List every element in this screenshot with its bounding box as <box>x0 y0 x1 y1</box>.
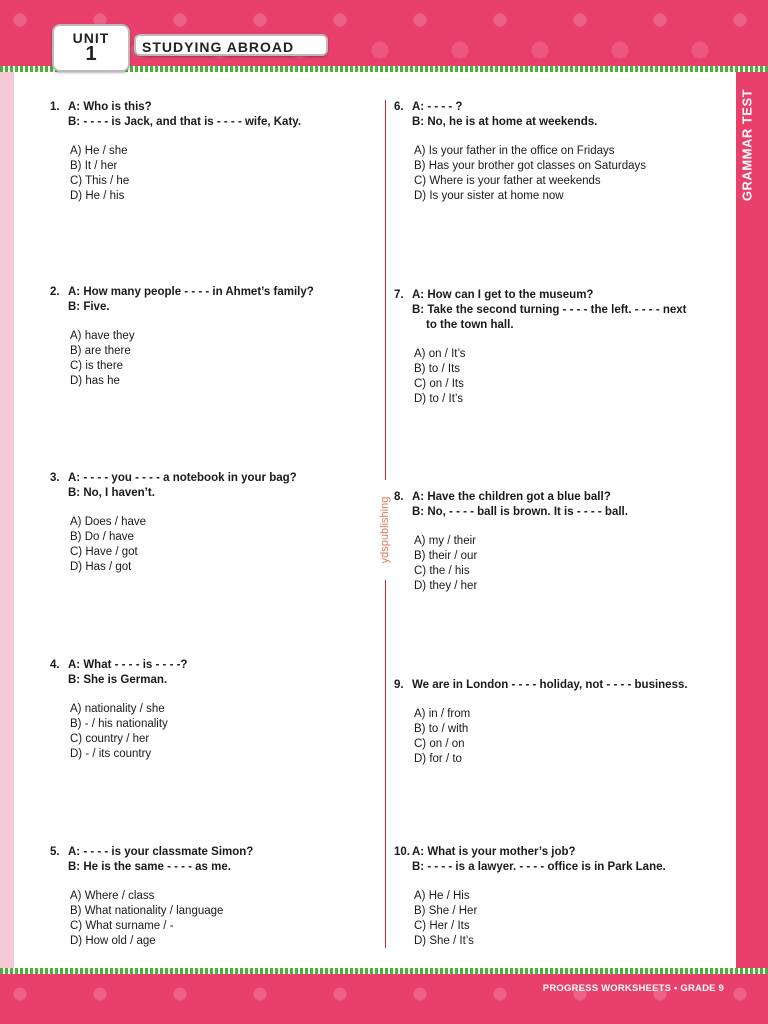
footer-band <box>0 974 768 1024</box>
option[interactable]: D) She / It’s <box>414 935 474 947</box>
option[interactable]: C) the / his <box>414 565 470 577</box>
question-line: A: What - - - - is - - - -? <box>68 659 188 671</box>
option[interactable]: B) their / our <box>414 550 478 562</box>
options-list <box>394 347 714 407</box>
option[interactable]: B) - / his nationality <box>70 718 168 730</box>
left-frame <box>0 72 14 968</box>
question-line: A: Who is this? <box>68 101 152 113</box>
question-line: B: No, he is at home at weekends. <box>412 116 598 128</box>
option[interactable]: A) Where / class <box>70 890 155 902</box>
question-4 <box>50 658 370 762</box>
option[interactable]: D) Is your sister at home now <box>414 190 564 202</box>
option[interactable]: B) are there <box>70 345 131 357</box>
question-9 <box>394 678 714 767</box>
option[interactable]: B) Has your brother got classes on Saturdays <box>414 160 647 172</box>
question-number: 4. <box>50 659 60 671</box>
options-list <box>50 702 370 762</box>
question-7 <box>394 288 714 407</box>
option[interactable]: D) How old / age <box>70 935 156 947</box>
question-number: 3. <box>50 472 60 484</box>
option[interactable]: B) to / with <box>414 723 469 735</box>
question-line: B: No, - - - - ball is brown. It is - - - - ball. <box>412 506 628 518</box>
question-number: 10. <box>394 846 410 858</box>
option[interactable]: A) Does / have <box>70 516 147 528</box>
option[interactable]: A) nationality / she <box>70 703 165 715</box>
options-list <box>50 889 370 949</box>
options-list <box>50 329 370 389</box>
question-line: A: How many people - - - - in Ahmet’s family? <box>68 286 314 298</box>
option[interactable]: C) What surname / - <box>70 920 174 932</box>
option[interactable]: B) It / her <box>70 160 118 172</box>
option[interactable]: B) She / Her <box>414 905 478 917</box>
option[interactable]: A) on / It’s <box>414 348 466 360</box>
question-number: 8. <box>394 491 404 503</box>
question-3 <box>50 471 370 575</box>
question-number: 5. <box>50 846 60 858</box>
question-10 <box>394 845 714 949</box>
option[interactable]: D) they / her <box>414 580 478 592</box>
question-line: B: Take the second turning - - - - the left. - - - - next <box>412 304 687 316</box>
question-number: 9. <box>394 679 404 691</box>
option[interactable]: A) He / she <box>70 145 128 157</box>
question-line: B: No, I haven’t. <box>68 487 155 499</box>
options-list <box>50 515 370 575</box>
question-5 <box>50 845 370 949</box>
option[interactable]: C) Her / Its <box>414 920 470 932</box>
question-line: B: Five. <box>68 301 110 313</box>
option[interactable]: A) He / His <box>414 890 470 902</box>
question-6 <box>394 100 714 204</box>
watermark-text: ydspublishing <box>379 496 391 564</box>
options-list <box>50 144 370 204</box>
option[interactable]: D) Has / got <box>70 561 132 573</box>
question-number: 7. <box>394 289 404 301</box>
option[interactable]: C) country / her <box>70 733 150 745</box>
page-title: STUDYING ABROAD <box>134 34 328 56</box>
option[interactable]: C) is there <box>70 360 124 372</box>
question-line: A: Have the children got a blue ball? <box>412 491 611 503</box>
question-line: A: How can I get to the museum? <box>412 289 594 301</box>
option[interactable]: D) has he <box>70 375 120 387</box>
question-line: A: - - - - ? <box>412 101 463 113</box>
options-list <box>394 144 714 204</box>
question-line: A: - - - - is your classmate Simon? <box>68 846 254 858</box>
option[interactable]: B) What nationality / language <box>70 905 224 917</box>
option[interactable]: C) on / Its <box>414 378 464 390</box>
question-line: B: She is German. <box>68 674 168 686</box>
option[interactable]: C) Where is your father at weekends <box>414 175 601 187</box>
option[interactable]: B) Do / have <box>70 531 134 543</box>
question-2 <box>50 285 370 389</box>
option[interactable]: A) have they <box>70 330 135 342</box>
option[interactable]: C) Have / got <box>70 546 138 558</box>
side-tab <box>736 80 758 210</box>
option[interactable]: D) He / his <box>70 190 125 202</box>
question-number: 2. <box>50 286 60 298</box>
options-list <box>394 534 714 594</box>
option[interactable]: B) to / Its <box>414 363 461 375</box>
question-line: B: - - - - is Jack, and that is - - - - wife, Katy. <box>68 116 302 128</box>
question-8 <box>394 490 714 594</box>
option[interactable]: D) - / its country <box>70 748 152 760</box>
option[interactable]: C) on / on <box>414 738 465 750</box>
unit-badge <box>52 24 130 72</box>
unit-label: UNIT <box>72 30 110 46</box>
option[interactable]: D) for / to <box>414 753 462 765</box>
unit-number: 1 <box>85 43 97 65</box>
question-line: We are in London - - - - holiday, not - - - - business. <box>412 679 688 691</box>
option[interactable]: A) my / their <box>414 535 476 547</box>
option[interactable]: C) This / he <box>70 175 130 187</box>
option[interactable]: A) Is your father in the office on Fridays <box>414 145 615 157</box>
question-number: 6. <box>394 101 404 113</box>
question-line: A: What is your mother’s job? <box>412 846 576 858</box>
question-line: B: - - - - is a lawyer. - - - - office is in Park Lane. <box>412 861 666 873</box>
question-line: A: - - - - you - - - - a notebook in your bag? <box>68 472 297 484</box>
side-tab-label: GRAMMAR TEST <box>739 88 755 202</box>
options-list <box>394 707 714 767</box>
question-1 <box>50 100 370 204</box>
footer-text: PROGRESS WORKSHEETS • GRADE 9 <box>542 983 724 994</box>
option[interactable]: A) in / from <box>414 708 471 720</box>
options-list <box>394 889 714 949</box>
option[interactable]: D) to / It’s <box>414 393 463 405</box>
question-line: B: He is the same - - - - as me. <box>68 861 231 873</box>
question-number: 1. <box>50 101 60 113</box>
question-line-continued: to the town hall. <box>426 319 514 331</box>
